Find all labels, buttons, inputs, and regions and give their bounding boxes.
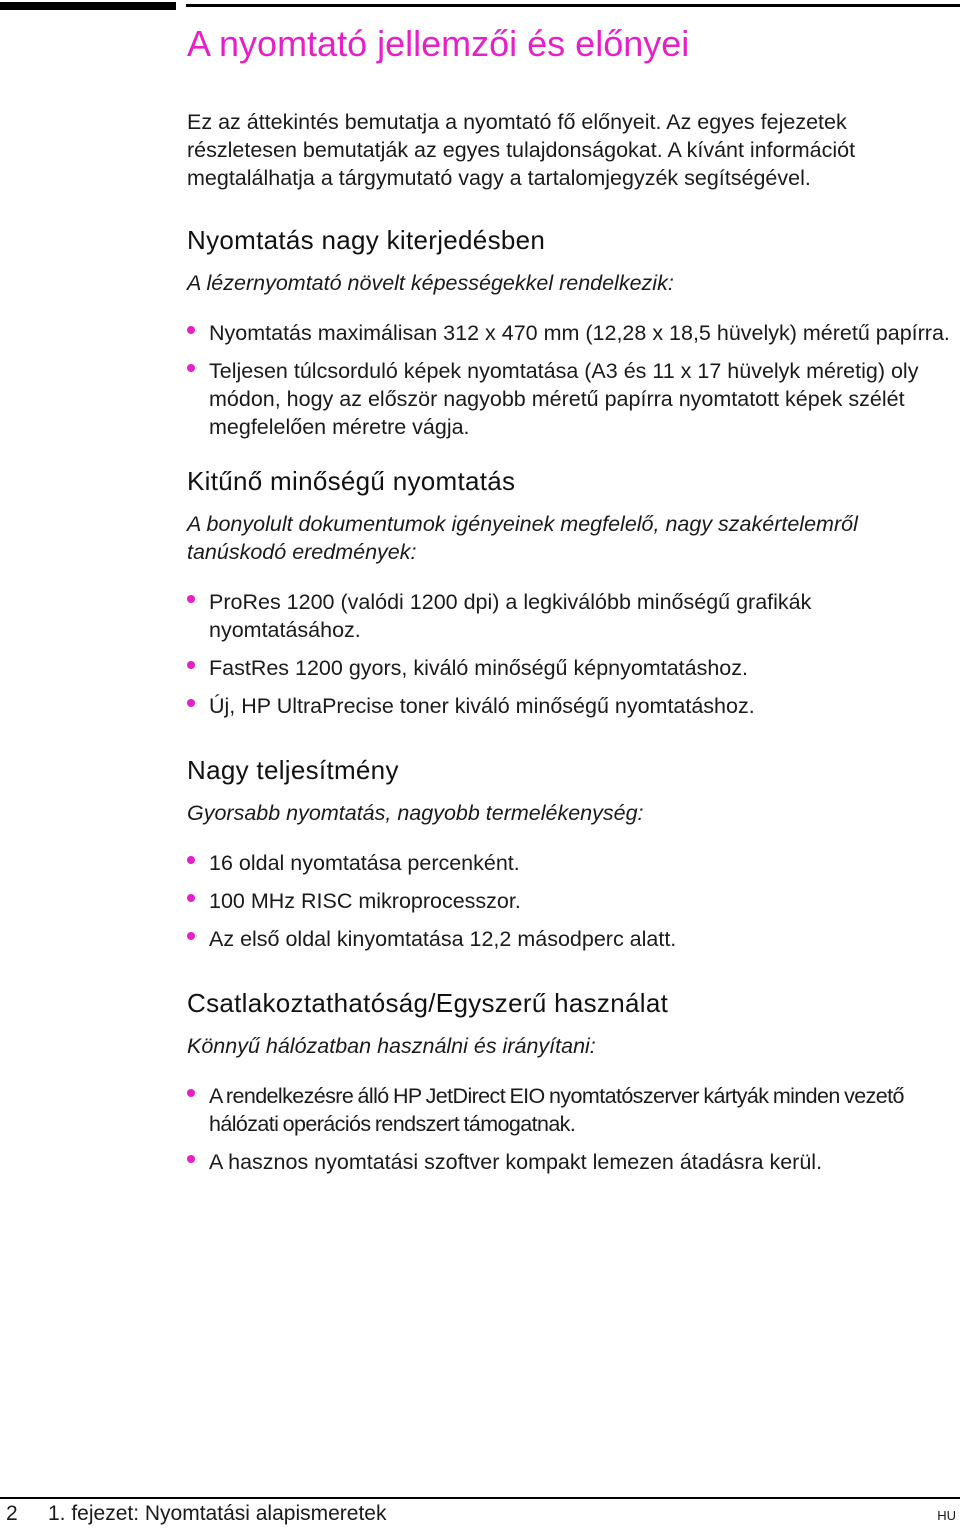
list-item-text: 16 oldal nyomtatása percenként. [209, 851, 520, 875]
bullet-icon [187, 699, 195, 707]
bullet-list [187, 1082, 959, 1176]
section-connectivity [187, 987, 959, 1176]
section-subtitle: A bonyolult dokumentumok igényeinek megfelelő, nagy szakértelemről tanúskodó eredmények: [187, 512, 858, 564]
section-subtitle: Gyorsabb nyomtatás, nagyobb termelékenység: [187, 801, 644, 825]
bullet-icon [187, 326, 195, 334]
section-performance [187, 754, 959, 953]
bullet-icon [187, 894, 195, 902]
page-title: A nyomtató jellemzői és előnyei [187, 23, 690, 64]
section-heading: Csatlakoztathatóság/Egyszerű használat [187, 988, 669, 1018]
header-rule-thick [0, 2, 176, 10]
list-item-text: Nyomtatás maximálisan 312 x 470 mm (12,28 x 18,5 hüvelyk) méretű papírra. [209, 321, 950, 345]
bullet-list [187, 588, 959, 720]
bullet-icon [187, 595, 195, 603]
list-item-text: FastRes 1200 gyors, kiváló minőségű képnyomtatáshoz. [209, 656, 748, 680]
list-item-text: Az első oldal kinyomtatása 12,2 másodperc alatt. [209, 927, 677, 951]
language-code: HU [937, 1508, 956, 1523]
bullet-icon [187, 932, 195, 940]
list-item [187, 925, 959, 953]
chapter-title: 1. fejezet: Nyomtatási alapismeretek [48, 1502, 387, 1525]
section-large-format [187, 224, 959, 441]
page-footer [0, 1499, 960, 1529]
list-item [187, 692, 959, 720]
section-quality [187, 465, 959, 720]
header-rule-thin [186, 4, 960, 7]
list-item [187, 588, 959, 644]
page-content [187, 18, 959, 1186]
list-item-text: ProRes 1200 (valódi 1200 dpi) a legkiválóbb minőségű grafikák nyomtatásához. [209, 590, 812, 642]
bullet-icon [187, 856, 195, 864]
list-item [187, 887, 959, 915]
bullet-icon [187, 1155, 195, 1163]
bullet-list [187, 849, 959, 953]
section-heading: Nagy teljesítmény [187, 755, 399, 785]
list-item-text: A rendelkezésre álló HP JetDirect EIO nyomtatószerver kártyák minden vezető hálózati operációs rendszert támogatnak. [209, 1084, 904, 1136]
list-item-text: Új, HP UltraPrecise toner kiváló minőségű nyomtatáshoz. [209, 694, 755, 718]
list-item [187, 1082, 959, 1138]
list-item [187, 319, 959, 347]
intro-paragraph: Ez az áttekintés bemutatja a nyomtató fő előnyeit. Az egyes fejezetek részletesen bemutatják az egyes tulajdonságokat. A kívánt információt megtalálhatja a tárgymutató vagy a tartalomjegyzék segítségével. [187, 110, 856, 190]
section-subtitle: Könnyű hálózatban használni és irányítani: [187, 1034, 596, 1058]
list-item-text: 100 MHz RISC mikroprocesszor. [209, 889, 521, 913]
bullet-icon [187, 364, 195, 372]
bullet-icon [187, 1089, 195, 1097]
section-heading: Nyomtatás nagy kiterjedésben [187, 225, 546, 255]
bullet-icon [187, 661, 195, 669]
list-item [187, 357, 959, 441]
section-heading: Kitűnő minőségű nyomtatás [187, 466, 516, 496]
section-subtitle: A lézernyomtató növelt képességekkel rendelkezik: [187, 271, 674, 295]
list-item-text: Teljesen túlcsorduló képek nyomtatása (A3 és 11 x 17 hüvelyk méretig) oly módon, hogy az először nagyobb méretű papírra nyomtatott képek szélét megfelelően méretre vágja. [209, 359, 919, 439]
list-item [187, 849, 959, 877]
list-item [187, 1148, 959, 1176]
bullet-list [187, 319, 959, 441]
page-number: 2 [6, 1502, 18, 1525]
list-item [187, 654, 959, 682]
list-item-text: A hasznos nyomtatási szoftver kompakt lemezen átadásra kerül. [209, 1150, 823, 1174]
